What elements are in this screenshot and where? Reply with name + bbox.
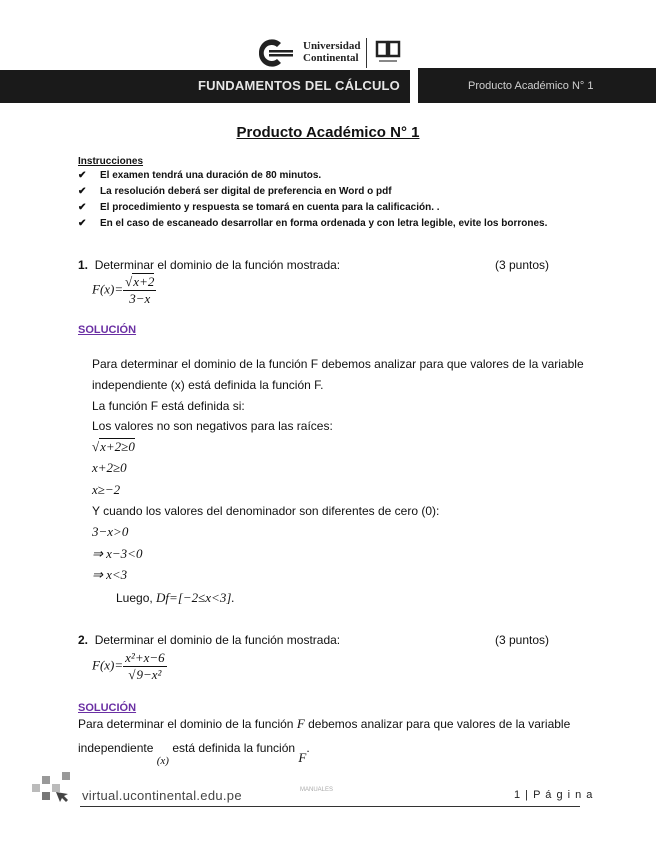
solution-line: independiente (x) está definida la función F. [92,378,324,392]
university-line1: Universidad [303,40,361,52]
solution-text: está definida la función [172,741,296,755]
instruction-text: La resolución deberá ser digital de preferencia en Word o pdf [100,186,392,197]
math-step: ⇒ x−3<0 [92,546,143,561]
math-var: (x) [156,755,169,767]
instructions-heading: Instrucciones [78,156,144,167]
question-1 [78,258,340,272]
math-var: F [296,716,305,731]
page-number: 1 | P á g i n a [514,789,594,801]
instruction-text: En el caso de escaneado desarrollar en forma ordenada y con letra legible, evite los borrones. [100,218,548,229]
formula-lhs: F(x)= [92,657,124,673]
q1-formula [92,274,156,307]
footer-url: virtual.ucontinental.edu.pe [82,788,242,803]
math-step: x≥−2 [92,482,121,497]
solution-label: SOLUCIÓN [78,324,137,336]
instruction-item [78,186,392,197]
question-points: (3 puntos) [495,258,550,272]
result-line [116,590,235,606]
instruction-item [78,170,321,181]
virtual-campus-icon [30,770,80,810]
math-step-text: x+2≥0 [100,439,135,454]
solution-text: debemos analizar para que valores de la variable [308,717,571,731]
instruction-item [78,202,440,213]
product-header-bar [418,68,656,103]
formula-fraction: $\frac{√x+2}{3-x}$ [125,274,155,306]
logo-divider [366,38,367,68]
math-step: ⇒ x<3 [92,567,128,582]
check-icon: ✔ [78,218,87,229]
footer-brand: MANUALES [300,787,334,793]
check-icon: ✔ [78,186,87,197]
formula-numerator: x+2 [133,274,155,289]
result-math: Df=[−2≤x<3]. [156,590,235,605]
university-name [303,40,360,64]
instruction-text: El procedimiento y respuesta se tomará en cuenta para la calificación. . [100,202,440,213]
question-number: 2. [78,633,89,647]
question-text: Determinar el dominio de la función mostrada: [94,258,341,272]
solution-line [78,740,310,767]
question-number: 1. [78,258,89,272]
solution-line [78,716,570,732]
formula-numerator: x²+x−6 [125,650,165,665]
result-prefix: Luego, [116,591,153,605]
solution-text: Para determinar el dominio de la función [78,717,294,731]
solution-line: Y cuando los valores del denominador son diferentes de cero (0): [92,504,440,518]
solution-text: . [306,741,310,755]
solution-line: Para determinar el dominio de la función F debemos analizar para que valores de la variable [92,357,584,371]
product-label: Producto Académico N° 1 [468,80,594,92]
check-icon: ✔ [78,202,87,213]
solution-text: independiente [78,741,154,755]
instruction-item [78,218,547,229]
math-step: √x+2≥0 [92,439,135,454]
math-var: F [298,750,307,765]
question-2 [78,633,340,647]
anniversary-mark-icon [377,42,399,62]
footer-rule [80,806,580,807]
formula-denominator: 3−x [129,291,151,306]
university-line2: Continental [303,52,359,64]
course-header-bar [0,70,410,103]
math-step: x+2≥0 [92,460,127,475]
q2-formula [92,650,167,683]
question-points: (3 puntos) [495,633,550,647]
continental-c-icon [259,39,293,66]
solution-line: Los valores no son negativos para las raíces: [92,419,333,433]
course-title: FUNDAMENTOS DEL CÁLCULO [197,78,400,93]
instruction-text: El examen tendrá una duración de 80 minutos. [100,170,322,181]
formula-fraction: $\frac{\text{x²+x−6}}{\text{√9−x²}}$ [125,650,165,682]
question-text: Determinar el dominio de la función mostrada: [94,633,341,647]
solution-line: La función F está definida si: [92,399,245,413]
solution-label: SOLUCIÓN [78,702,137,714]
formula-denominator: 9−x² [136,667,162,682]
page-title: Producto Académico N° 1 [236,124,420,141]
check-icon: ✔ [78,170,87,181]
math-step: 3−x>0 [92,524,129,539]
formula-lhs: F(x)= [92,281,124,297]
